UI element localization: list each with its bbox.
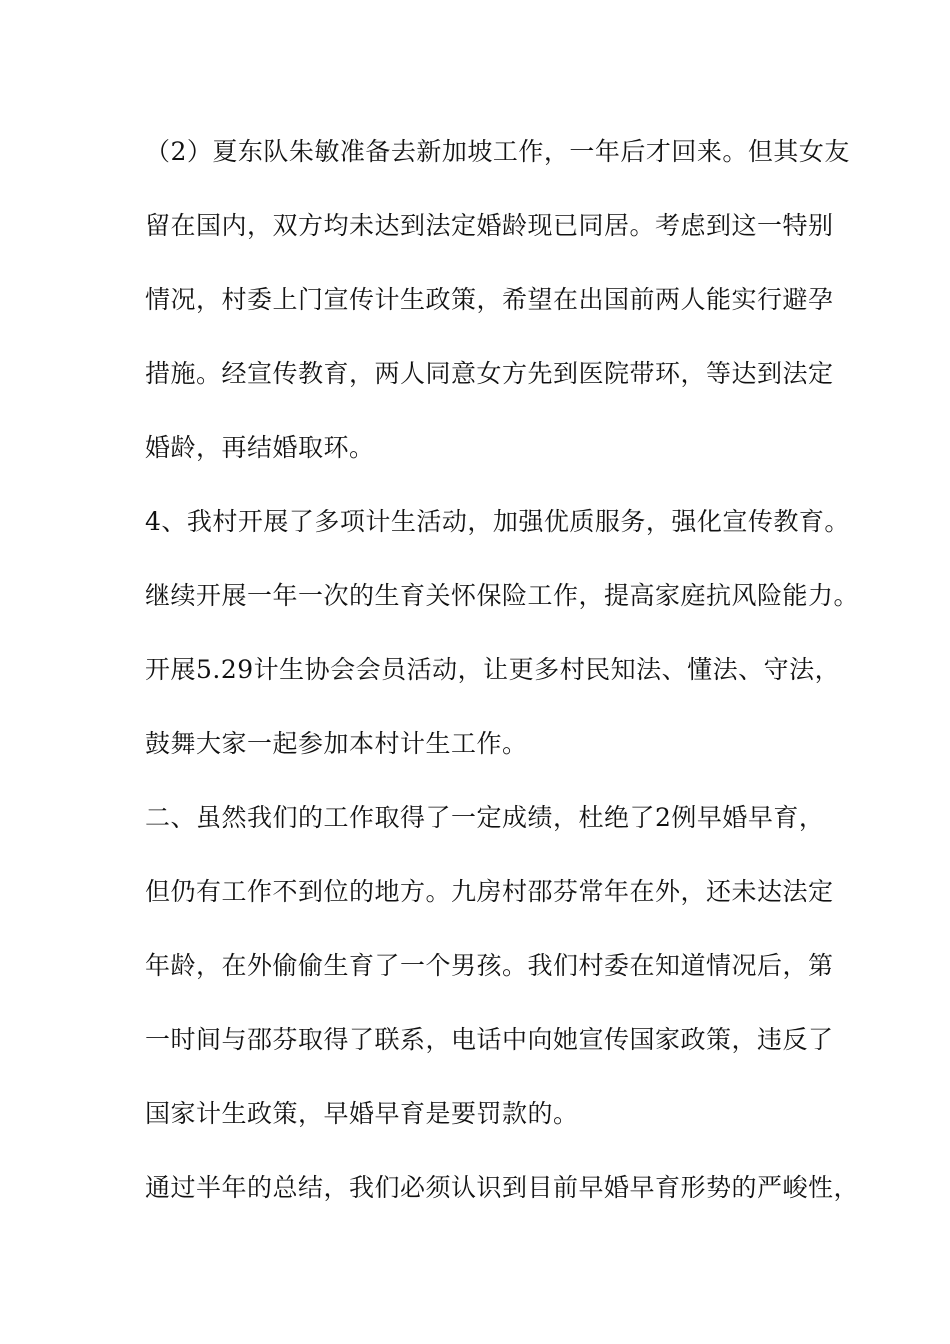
text-line: 通过半年的总结，我们必须认识到目前早婚早育形势的严峻性， — [145, 1173, 860, 1202]
text-line: （2）夏东队朱敏准备去新加坡工作，一年后才回来。但其女友 — [145, 137, 850, 166]
text-line: 继续开展一年一次的生育关怀保险工作，提高家庭抗风险能力。 — [145, 581, 860, 610]
text-line: 年龄，在外偷偷生育了一个男孩。我们村委在知道情况后，第 — [145, 951, 834, 980]
text-line: 开展5.29计生协会会员活动，让更多村民知法、懂法、守法， — [145, 655, 841, 684]
text-line: 鼓舞大家一起参加本村计生工作。 — [145, 729, 528, 758]
text-line: 情况，村委上门宣传计生政策，希望在出国前两人能实行避孕 — [145, 285, 834, 314]
text-line: 留在国内，双方均未达到法定婚龄现已同居。考虑到这一特别 — [145, 211, 834, 240]
text-line: 婚龄，再结婚取环。 — [145, 433, 375, 462]
text-line: 一时间与邵芬取得了联系，电话中向她宣传国家政策，违反了 — [145, 1025, 834, 1054]
text-line: 国家计生政策，早婚早育是要罚款的。 — [145, 1099, 579, 1128]
text-line: 4、我村开展了多项计生活动，加强优质服务，强化宣传教育。 — [145, 507, 850, 536]
text-line: 措施。经宣传教育，两人同意女方先到医院带环，等达到法定 — [145, 359, 834, 388]
text-line: 二、虽然我们的工作取得了一定成绩，杜绝了2例早婚早育， — [145, 803, 825, 832]
text-line: 但仍有工作不到位的地方。九房村邵芬常年在外，还未达法定 — [145, 877, 834, 906]
